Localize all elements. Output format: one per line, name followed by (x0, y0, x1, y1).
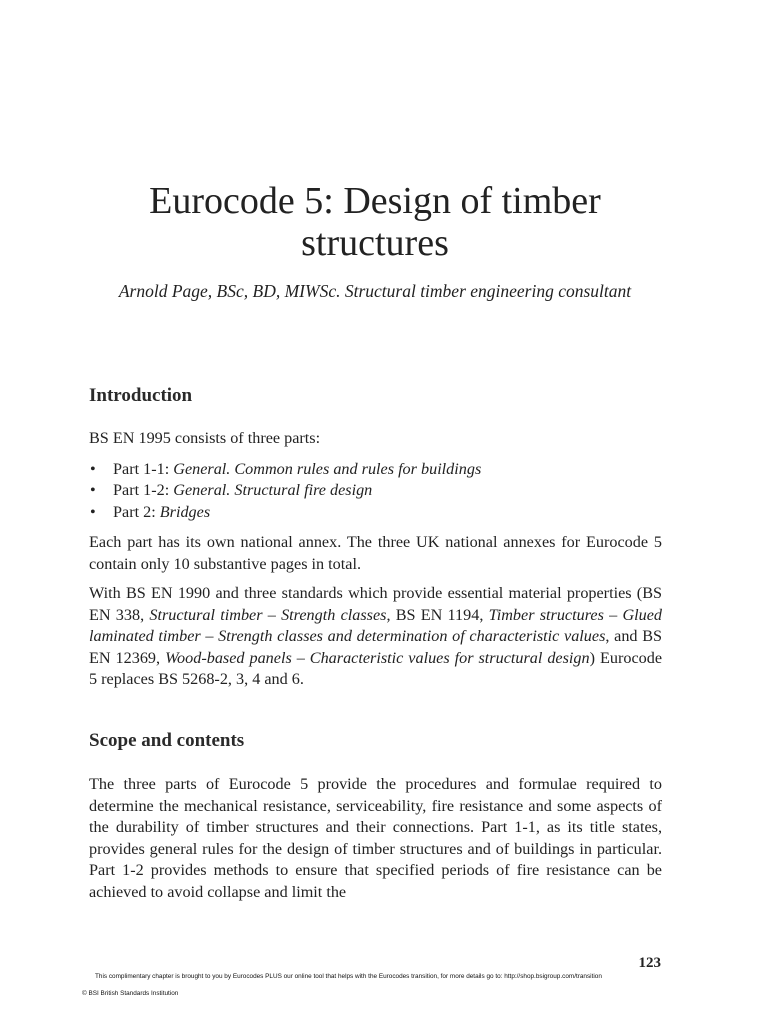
copyright-notice: © BSI British Standards Institution (82, 990, 179, 997)
annex-paragraph: Each part has its own national annex. The three UK national annexes for Eurocode 5 contain only 10 substantive pages in total. (89, 533, 662, 573)
introduction-heading: Introduction (89, 385, 193, 406)
scope-heading: Scope and contents (89, 730, 245, 751)
footer-note: This complimentary chapter is brought to you by Eurocodes PLUS our online tool that helps with the Eurocodes transition, for more details go to: http://shop.bsigroup.com/transition (95, 973, 602, 980)
list-item: • Part 1-1: General. Common rules and rules for buildings (89, 459, 481, 480)
page-number: 123 (638, 955, 661, 971)
scope-paragraph: The three parts of Eurocode 5 provide the procedures and formulae required to determine the mechanical resistance, serviceability, fire resistance and some aspects of the durability of timber structures and their connections. Part 1-1, as its title states, provides general rules for the design of timber structures and of buildings in particular. Part 1-2 provides methods to ensure that specified periods of fire resistance can be achieved to avoid collapse and limit the (89, 775, 662, 901)
list-item: • Part 1-2: General. Structural fire design (89, 480, 481, 501)
list-item: • Part 2: Bridges (89, 502, 481, 523)
parts-list (89, 459, 481, 523)
chapter-title: Eurocode 5: Design of timber structures (149, 180, 601, 264)
standards-paragraph: With BS EN 1990 and three standards which provide essential material properties (BS EN 338, Structural timber – Strength classes, BS EN 1194, Timber structures – Glued laminated timber – Strength classes and determination of characteristic values, and BS EN 12369, Wood-based panels – Characteristic values for structural design) Eurocode 5 replaces BS 5268-2, 3, 4 and 6. (89, 584, 663, 688)
introduction-lead: BS EN 1995 consists of three parts: (89, 429, 321, 447)
author-line: Arnold Page, BSc, BD, MIWSc. Structural timber engineering consultant (118, 281, 632, 301)
